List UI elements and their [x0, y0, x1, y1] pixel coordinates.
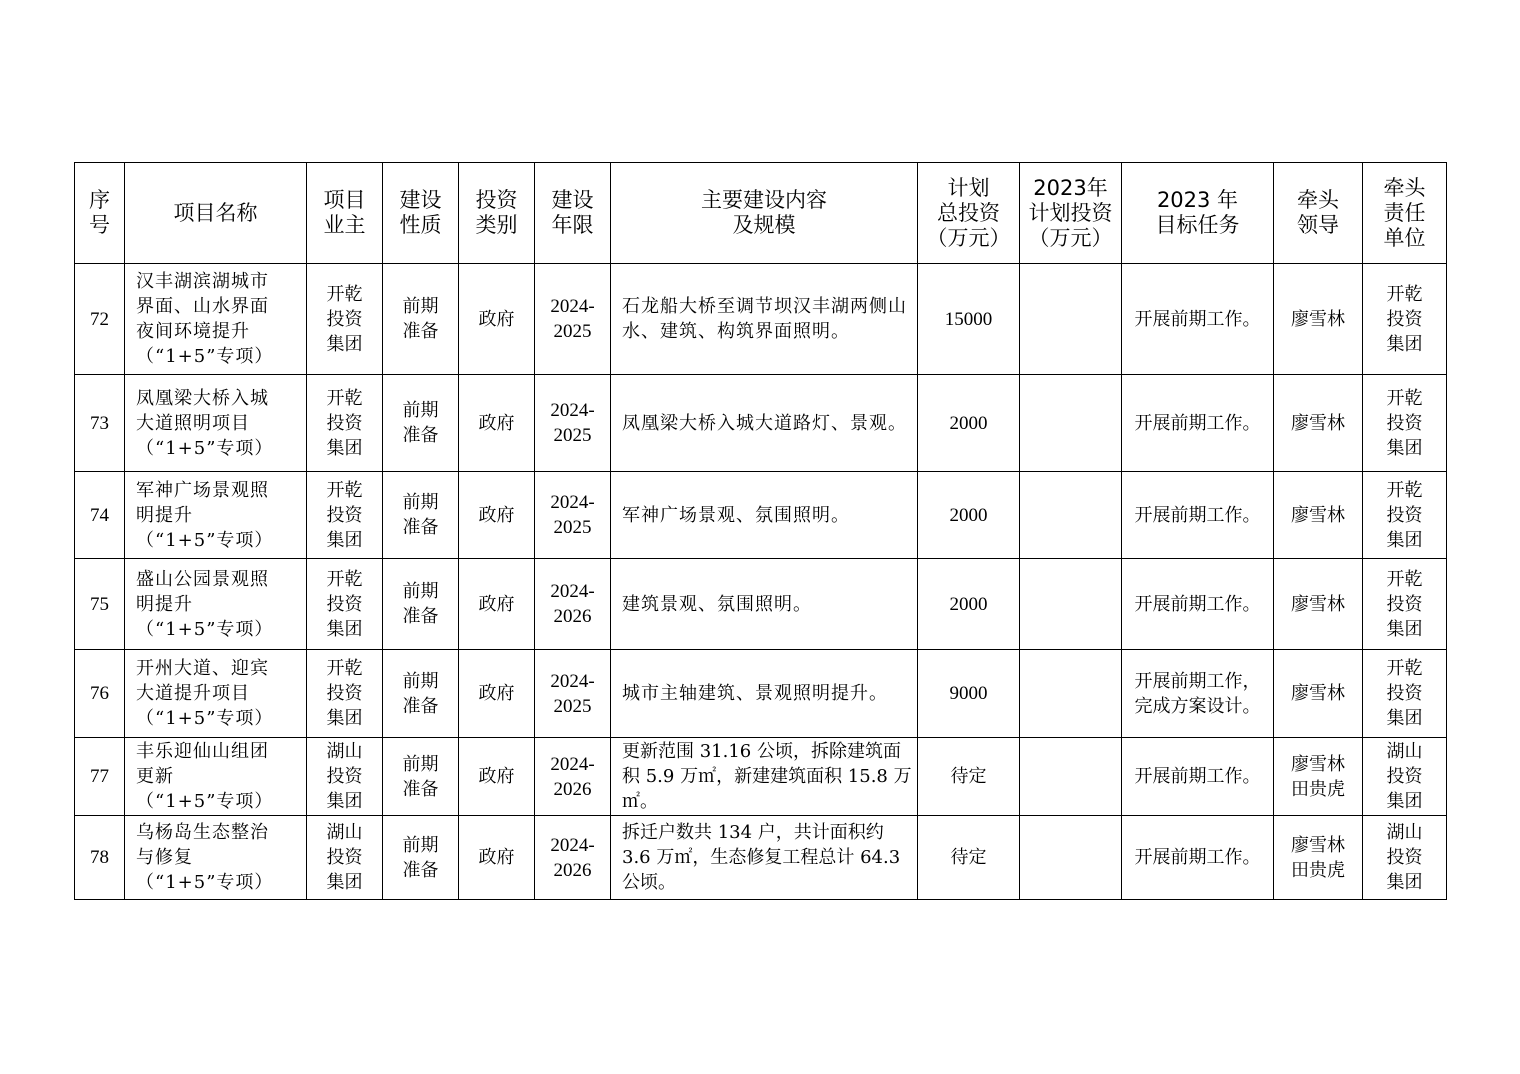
cell-category: 政府 — [459, 738, 535, 816]
cell-2023-investment — [1020, 738, 1122, 816]
cell-leader: 廖雪林 — [1274, 375, 1363, 472]
cell-total-investment: 2000 — [918, 375, 1020, 472]
cell-period: 2024- 2025 — [535, 650, 611, 738]
cell-responsible-unit: 开乾 投资 集团 — [1363, 472, 1447, 559]
table-row — [75, 375, 1447, 472]
cell-2023-investment — [1020, 816, 1122, 900]
cell-nature: 前期 准备 — [383, 738, 459, 816]
cell-leader: 廖雪林 田贵虎 — [1274, 816, 1363, 900]
cell-period: 2024- 2026 — [535, 738, 611, 816]
cell-total-investment: 待定 — [918, 816, 1020, 900]
cell-no: 77 — [75, 738, 125, 816]
cell-total-investment: 15000 — [918, 264, 1020, 375]
cell-owner: 开乾 投资 集团 — [307, 559, 383, 650]
header-project-name: 项目名称 — [125, 163, 307, 264]
cell-2023-task: 开展前期工作。 — [1122, 738, 1274, 816]
cell-content: 城市主轴建筑、景观照明提升。 — [611, 650, 918, 738]
cell-responsible-unit: 开乾 投资 集团 — [1363, 650, 1447, 738]
cell-responsible-unit: 开乾 投资 集团 — [1363, 375, 1447, 472]
header-owner: 项目 业主 — [307, 163, 383, 264]
cell-responsible-unit: 开乾 投资 集团 — [1363, 559, 1447, 650]
cell-content: 凤凰梁大桥入城大道路灯、景观。 — [611, 375, 918, 472]
table-row — [75, 472, 1447, 559]
cell-owner: 湖山 投资 集团 — [307, 738, 383, 816]
table-header-row — [75, 163, 1447, 264]
cell-period: 2024- 2025 — [535, 264, 611, 375]
header-nature: 建设 性质 — [383, 163, 459, 264]
cell-total-investment: 2000 — [918, 472, 1020, 559]
cell-no: 78 — [75, 816, 125, 900]
cell-leader: 廖雪林 — [1274, 650, 1363, 738]
cell-2023-investment — [1020, 650, 1122, 738]
cell-project-name: 汉丰湖滨湖城市 界面、山水界面 夜间环境提升 （“1+5”专项） — [125, 264, 307, 375]
cell-no: 75 — [75, 559, 125, 650]
cell-category: 政府 — [459, 472, 535, 559]
project-table — [74, 162, 1447, 900]
header-responsible-unit: 牵头 责任 单位 — [1363, 163, 1447, 264]
cell-content: 建筑景观、氛围照明。 — [611, 559, 918, 650]
cell-project-name: 丰乐迎仙山组团 更新 （“1+5”专项） — [125, 738, 307, 816]
cell-2023-task: 开展前期工作。 — [1122, 264, 1274, 375]
cell-owner: 开乾 投资 集团 — [307, 375, 383, 472]
cell-nature: 前期 准备 — [383, 816, 459, 900]
cell-nature: 前期 准备 — [383, 472, 459, 559]
cell-category: 政府 — [459, 375, 535, 472]
cell-2023-task: 开展前期工作。 — [1122, 816, 1274, 900]
header-content: 主要建设内容 及规模 — [611, 163, 918, 264]
cell-nature: 前期 准备 — [383, 264, 459, 375]
cell-leader: 廖雪林 — [1274, 472, 1363, 559]
cell-owner: 湖山 投资 集团 — [307, 816, 383, 900]
cell-responsible-unit: 湖山 投资 集团 — [1363, 816, 1447, 900]
cell-nature: 前期 准备 — [383, 375, 459, 472]
cell-leader: 廖雪林 田贵虎 — [1274, 738, 1363, 816]
cell-category: 政府 — [459, 559, 535, 650]
cell-no: 73 — [75, 375, 125, 472]
cell-project-name: 开州大道、迎宾 大道提升项目 （“1+5”专项） — [125, 650, 307, 738]
cell-owner: 开乾 投资 集团 — [307, 650, 383, 738]
cell-2023-investment — [1020, 375, 1122, 472]
cell-total-investment: 2000 — [918, 559, 1020, 650]
header-2023-investment: 2023年 计划投资 （万元） — [1020, 163, 1122, 264]
header-period: 建设 年限 — [535, 163, 611, 264]
cell-content: 拆迁户数共 134 户，共计面积约 3.6 万㎡，生态修复工程总计 64.3 公顷。 — [611, 816, 918, 900]
header-2023-task: 2023 年 目标任务 — [1122, 163, 1274, 264]
cell-project-name: 盛山公园景观照 明提升 （“1+5”专项） — [125, 559, 307, 650]
cell-2023-task: 开展前期工作。 — [1122, 559, 1274, 650]
cell-no: 72 — [75, 264, 125, 375]
table-row — [75, 816, 1447, 900]
cell-content: 军神广场景观、氛围照明。 — [611, 472, 918, 559]
cell-content: 更新范围 31.16 公顷，拆除建筑面积 5.9 万㎡，新建建筑面积 15.8 万㎡。 — [611, 738, 918, 816]
cell-leader: 廖雪林 — [1274, 264, 1363, 375]
cell-nature: 前期 准备 — [383, 650, 459, 738]
cell-2023-investment — [1020, 472, 1122, 559]
cell-category: 政府 — [459, 264, 535, 375]
cell-total-investment: 待定 — [918, 738, 1020, 816]
cell-2023-task: 开展前期工作。 — [1122, 472, 1274, 559]
header-leader: 牵头 领导 — [1274, 163, 1363, 264]
cell-owner: 开乾 投资 集团 — [307, 472, 383, 559]
cell-2023-task: 开展前期工作， 完成方案设计。 — [1122, 650, 1274, 738]
cell-total-investment: 9000 — [918, 650, 1020, 738]
cell-content: 石龙船大桥至调节坝汉丰湖两侧山水、建筑、构筑界面照明。 — [611, 264, 918, 375]
cell-owner: 开乾 投资 集团 — [307, 264, 383, 375]
cell-responsible-unit: 开乾 投资 集团 — [1363, 264, 1447, 375]
cell-no: 74 — [75, 472, 125, 559]
cell-period: 2024- 2026 — [535, 559, 611, 650]
cell-category: 政府 — [459, 816, 535, 900]
cell-period: 2024- 2025 — [535, 375, 611, 472]
cell-project-name: 凤凰梁大桥入城 大道照明项目 （“1+5”专项） — [125, 375, 307, 472]
cell-2023-investment — [1020, 264, 1122, 375]
table-row — [75, 738, 1447, 816]
table-row — [75, 650, 1447, 738]
table-row — [75, 559, 1447, 650]
header-category: 投资 类别 — [459, 163, 535, 264]
header-total-investment: 计划 总投资 （万元） — [918, 163, 1020, 264]
cell-responsible-unit: 湖山 投资 集团 — [1363, 738, 1447, 816]
cell-project-name: 军神广场景观照 明提升 （“1+5”专项） — [125, 472, 307, 559]
cell-2023-task: 开展前期工作。 — [1122, 375, 1274, 472]
cell-period: 2024- 2026 — [535, 816, 611, 900]
cell-no: 76 — [75, 650, 125, 738]
cell-period: 2024- 2025 — [535, 472, 611, 559]
table-row — [75, 264, 1447, 375]
cell-category: 政府 — [459, 650, 535, 738]
cell-project-name: 乌杨岛生态整治 与修复 （“1+5”专项） — [125, 816, 307, 900]
cell-leader: 廖雪林 — [1274, 559, 1363, 650]
cell-nature: 前期 准备 — [383, 559, 459, 650]
cell-2023-investment — [1020, 559, 1122, 650]
header-no: 序 号 — [75, 163, 125, 264]
